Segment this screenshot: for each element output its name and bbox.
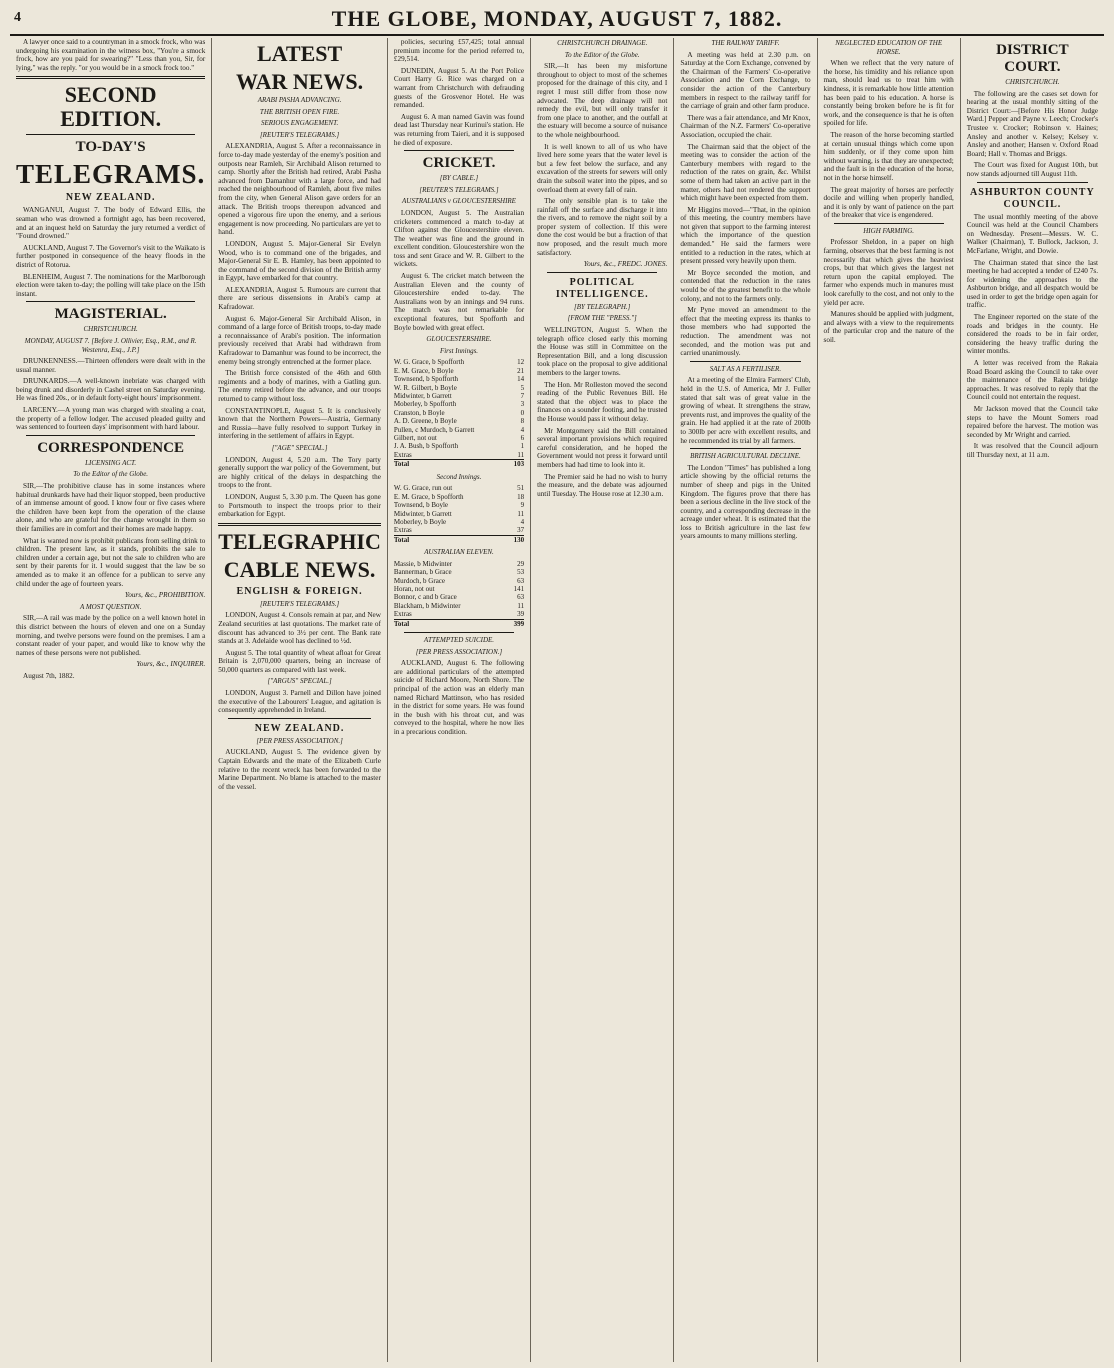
scorecard-gloucestershire-first bbox=[394, 358, 524, 468]
divider bbox=[834, 223, 944, 224]
score-row bbox=[394, 400, 524, 408]
score-row bbox=[394, 593, 524, 601]
article-paragraph: Mr Montgomery said the Bill contained several important provisions which required careful consideration, and he hoped the Government would not press it forward until members had had time to look into it. bbox=[537, 426, 668, 469]
batsman-runs: 12 bbox=[517, 358, 525, 367]
article-paragraph: The reason of the horse becoming startled at certain unusual things which come upon him suddenly, or if they come upon him without warning, is that they are unexpected; and the fault is in the education of the horse, not in the horse himself. bbox=[823, 130, 954, 182]
divider bbox=[26, 435, 195, 436]
letter-signature: Yours, &c., INQUIRER. bbox=[136, 660, 206, 669]
subheading: ATTEMPTED SUICIDE. bbox=[423, 635, 495, 644]
batsman-runs: 7 bbox=[520, 392, 525, 401]
batsman-name: Murdoch, b Grace bbox=[393, 576, 446, 585]
batsman-runs: 0 bbox=[520, 408, 525, 417]
article-paragraph: BLENHEIM, August 7. The nominations for the Marlborough election were taken to-day; the polling will take place on the 15th instant. bbox=[16, 272, 206, 298]
batsman-name: Horan, not out bbox=[393, 584, 435, 593]
wire-source: [BY TELEGRAPH.] bbox=[574, 302, 631, 311]
batsman-name: Townsend, b Boyle bbox=[393, 501, 449, 510]
batsman-name: Bannerman, b Grace bbox=[393, 568, 452, 577]
letter-address: To the Editor of the Globe. bbox=[564, 50, 640, 59]
total-label: Total bbox=[394, 535, 507, 544]
subheading: SERIOUS ENGAGEMENT. bbox=[260, 119, 339, 128]
batsman-runs: 63 bbox=[517, 593, 525, 602]
scorecard-australians bbox=[394, 560, 524, 628]
batsman-runs: 63 bbox=[517, 576, 525, 585]
ashburton-council-heading: ASHBURTON COUNTY COUNCIL. bbox=[970, 186, 1095, 210]
batsman-runs: 4 bbox=[520, 425, 525, 434]
subheading: SALT AS A FERTILISER. bbox=[709, 364, 782, 373]
political-intelligence-heading: POLITICAL INTELLIGENCE. bbox=[555, 276, 649, 300]
second-edition-heading: SECOND EDITION. bbox=[60, 82, 162, 132]
telegraphic-heading: TELEGRAPHIC bbox=[218, 528, 381, 554]
score-row bbox=[394, 375, 524, 383]
wire-source: [REUTER'S TELEGRAMS.] bbox=[259, 130, 340, 139]
subheading: ARABI PASHA ADVANCING. bbox=[257, 96, 342, 104]
newspaper-title: THE GLOBE, MONDAY, AUGUST 7, 1882. bbox=[331, 6, 783, 31]
court-date: MONDAY, AUGUST 7. [Before J. Ollivier, Esq., R.M., and R. Westenra, Esq., J.P.] bbox=[24, 336, 197, 354]
date-line: August 7th, 1882. bbox=[23, 671, 75, 680]
divider bbox=[690, 448, 800, 449]
batsman-name: Extras bbox=[393, 610, 412, 619]
article-paragraph: AUCKLAND, August 5. The evidence given by Captain Edwards and the mate of the Elizabeth Curle relative to the recent wreck has been forwarded to the Marine Department. No blame is attached to the master of the vessel. bbox=[218, 748, 381, 791]
article-paragraph: AUCKLAND, August 6. The following are additional particulars of the attempted suicide of Richard Moore, North Shore. The principal of the action was an elderly man named Richard Mattinson, who has resided in the district for some years. He was found in the bush with his throat cut, and was conveyed to the hospital, where he now lies in a precarious condition. bbox=[393, 659, 525, 736]
score-row bbox=[394, 358, 524, 366]
article-paragraph: LONDON, August 3. Parnell and Dillon have joined the executive of the Labourers' League, and agitation is consequently apprehended in Ireland. bbox=[218, 689, 381, 715]
batsman-runs: 53 bbox=[517, 568, 525, 577]
score-row bbox=[394, 392, 524, 400]
article-paragraph: Mr Pyne moved an amendment to the effect that the meeting express its thanks to those members who had supported the reduction. The amendment was not seconded, and the motion was put and carried unanimously. bbox=[680, 306, 811, 358]
total-label: Total bbox=[394, 460, 509, 469]
batsman-name: Massie, b Midwinter bbox=[393, 559, 453, 568]
latest-heading: LATEST bbox=[257, 41, 343, 66]
scorecard-gloucestershire-second bbox=[394, 484, 524, 544]
batsman-name: Blackham, b Midwinter bbox=[393, 601, 461, 610]
total-runs: 130 bbox=[507, 535, 524, 544]
intro-paragraph: A lawyer once said to a countryman in a smock frock, who was undergoing his examination in the witness box, "You're a smock frock, how are you paid for swearing?" "Less than you, Sir, for lying," was the reply. "or you would be in a smock frock too." bbox=[16, 38, 206, 72]
letter-signature: Yours, &c., FREDC. JONES. bbox=[583, 260, 668, 269]
column-1 bbox=[10, 38, 212, 1362]
batsman-name: Townsend, b Spofforth bbox=[393, 375, 459, 384]
batsman-runs: 21 bbox=[517, 366, 525, 375]
new-zealand-heading: NEW ZEALAND. bbox=[65, 192, 156, 204]
divider bbox=[404, 150, 514, 151]
article-paragraph: Mr Higgins moved—"That, in the opinion of this meeting, the country members have not given that support to the farming interest which the importance of the question demanded." He said the farmers were entitled to a reduction in the rates, which at present pressed very heavily upon them. bbox=[680, 205, 811, 266]
batsman-runs: 11 bbox=[517, 509, 525, 518]
telegrams-heading: TELEGRAMS. bbox=[16, 159, 206, 190]
article-paragraph: Mr Boyce seconded the motion, and contended that the reduction in the rates would be of the greatest benefit to the whole colony, and not to the farmers only. bbox=[680, 268, 811, 303]
batsman-name: Extras bbox=[393, 450, 412, 459]
batsman-runs: 9 bbox=[520, 501, 525, 510]
english-foreign-heading: ENGLISH & FOREIGN. bbox=[236, 585, 363, 597]
batsman-name: E. M. Grace, b Boyle bbox=[393, 366, 454, 375]
score-row bbox=[394, 518, 524, 526]
subheading: NEGLECTED EDUCATION OF THE HORSE. bbox=[835, 39, 943, 56]
score-row bbox=[394, 367, 524, 375]
article-paragraph: SIR,—The prohibitive clause has in some instances where habitual drunkards have had their liquor stopped, been productive of an immense amount of good. I know four or five cases where the children have been kept from the operation of the clause alone, and who are grateful for the change wrought in them so their families are in comfort and their homes are made happy. bbox=[16, 482, 206, 533]
wire-source: [PER PRESS ASSOCIATION.] bbox=[256, 736, 343, 745]
article-paragraph: What is wanted now is prohibit publicans from selling drink to children. The present law, as it stands, prohibits the sale to children under a certain age, but not the sale to children who are sent by their parents for it. I would suggest that the law be so amended as to make it an offence for a publican to serve any child under the age of fourteen years. bbox=[16, 536, 206, 588]
score-row bbox=[394, 568, 524, 576]
subheading: THE RAILWAY TARIFF. bbox=[711, 39, 780, 47]
batsman-name: Bonnor, c and b Grace bbox=[393, 593, 457, 602]
innings-label: Second Innings. bbox=[436, 472, 482, 481]
wire-source: [REUTER'S TELEGRAMS.] bbox=[419, 185, 499, 194]
wire-source: [PER PRESS ASSOCIATION.] bbox=[415, 647, 503, 656]
article-paragraph: LONDON, August 5, 3.30 p.m. The Queen has gone to Portsmouth to inspect the troops prior to their embarkation for Egypt. bbox=[218, 492, 381, 519]
article-paragraph: The only sensible plan is to take the rainfall off the surface and discharge it into the rivers, and to remove the night soil by a proper system of collection. If this were done the cost would be but a fraction of that now proposed, and the result much more satisfactory. bbox=[537, 197, 668, 257]
article-paragraph: A meeting was held at 2.30 p.m. on Saturday at the Corn Exchange, convened by the Chairman of the Farmers' Co-operative Association and the Corn Exchange, to consider the action of the Canterbury members in respect to the railway tariff for the carriage of grain and other farm produce. bbox=[680, 50, 811, 111]
article-paragraph: It is well known to all of us who have lived here some years that the water level is but a few feet below the surface, and any excavation of the streets for sewers will only drain the subsoil water into the pipes, and so overload them at every fall of rain. bbox=[537, 142, 668, 194]
batsman-runs: 51 bbox=[517, 484, 525, 493]
article-paragraph: A letter was received from the Rakaia Road Board asking the Council to take over the maintenance of the Rakaia bridge approaches. It was resolved to reply that the Council could not entertain the request. bbox=[966, 359, 1098, 402]
batsman-name: Moberley, b Boyle bbox=[393, 517, 447, 526]
score-row bbox=[394, 493, 524, 501]
article-paragraph: LARCENY.—A young man was charged with stealing a coat, the property of a fellow lodger. The accused pleaded guilty and was sentenced to fourteen days' imprisonment with hard labour. bbox=[16, 406, 206, 432]
section-divider bbox=[16, 76, 205, 79]
district-court-heading: DISTRICT COURT. bbox=[996, 42, 1069, 75]
article-paragraph: policies, securing £57,425; total annual premium income for the period referred to, £29,514. bbox=[393, 38, 525, 64]
page-number: 4 bbox=[14, 10, 21, 25]
batsman-name: W. R. Gilbert, b Boyle bbox=[393, 383, 457, 392]
article-paragraph: When we reflect that the very nature of the horse, his timidity and his reliance upon man, should lead us to treat him with kindness, it is remarkable how little attention has been paid to his education. A horse is constantly being broken before he is fit for work, and the consequence is that he is often spoiled for life. bbox=[823, 59, 954, 128]
divider bbox=[547, 272, 657, 273]
article-paragraph: The usual monthly meeting of the above Council was held at the Council Chambers on Wednesday. Present—Messrs. W. C. Walker (Chairman), T. Bullock, Jackson, J. McFarlane, Wright, and Dowie. bbox=[966, 212, 1098, 255]
article-paragraph: August 5. The total quantity of wheat afloat for Great Britain is 2,070,000 quarters, being an increase of 50,000 quarters as compared with last week. bbox=[218, 648, 381, 674]
batsman-runs: 18 bbox=[517, 492, 525, 501]
batsman-name: Moberley, b Spofforth bbox=[393, 400, 457, 409]
subheading: LICENSING ACT. bbox=[85, 458, 137, 467]
divider bbox=[977, 182, 1088, 183]
article-paragraph: SIR,—It has been my misfortune throughout to object to most of the schemes proposed for the drainage of this city, and I regret I must still differ from those now advocated. The deep drainage will not remedy the evil, but will only transfer it from one place to another, and the outfall at the estuary will become a source of nuisance to the whole neighbourhood. bbox=[537, 62, 668, 139]
article-paragraph: The Hon. Mr Rolleston moved the second reading of the Public Revenues Bill. He stated that the object was to place the finances on a sounder footing, and he trusted the House would pass it without delay. bbox=[537, 380, 668, 423]
scorecard-title: GLOUCESTERSHIRE. bbox=[426, 335, 492, 344]
column-7 bbox=[961, 38, 1104, 1362]
magisterial-heading: MAGISTERIAL. bbox=[54, 306, 167, 323]
batsman-runs: 6 bbox=[520, 434, 525, 443]
subheading: THE BRITISH OPEN FIRE. bbox=[259, 107, 340, 116]
batsman-runs: 37 bbox=[517, 526, 525, 535]
article-paragraph: Manures should be applied with judgment, and always with a view to the requirements of the particular crop and the nature of the soil. bbox=[823, 310, 954, 344]
divider bbox=[404, 632, 514, 633]
subheading: CHRISTCHURCH. bbox=[83, 325, 138, 334]
batsman-runs: 39 bbox=[517, 610, 525, 619]
score-row bbox=[394, 484, 524, 492]
article-paragraph: WANGANUI, August 7. The body of Edward Ellis, the seaman who was drowned a fortnight ago, has been recovered, and at an inquest held on Saturday the jury returned a verdict of "Found drowned." bbox=[16, 206, 206, 241]
cricket-heading: CRICKET. bbox=[422, 155, 496, 172]
score-row bbox=[394, 501, 524, 509]
score-row bbox=[394, 417, 524, 425]
subheading: CHRISTCHURCH DRAINAGE. bbox=[557, 39, 648, 47]
score-row bbox=[394, 526, 524, 535]
article-paragraph: There was a fair attendance, and Mr Knox, Chairman of the N.Z. Farmers' Co-operative Association, occupied the chair. bbox=[680, 113, 811, 139]
batsman-runs: 4 bbox=[520, 517, 525, 526]
batsman-name: Midwinter, b Garrett bbox=[393, 392, 452, 401]
batsman-name: Extras bbox=[393, 526, 412, 535]
batsman-runs: 8 bbox=[520, 417, 525, 426]
score-row bbox=[394, 409, 524, 417]
batsman-name: J. A. Bush, b Spofforth bbox=[393, 442, 459, 451]
divider bbox=[26, 301, 195, 302]
score-row bbox=[394, 384, 524, 392]
batsman-name: Midwinter, b Garrett bbox=[393, 509, 452, 518]
article-paragraph: Professor Sheldon, in a paper on high farming, observes that the best farming is not necessarily that which gives the heaviest crops, but that which gives the largest net return upon the capital employed. The farmer who expends much in manures must look carefully to the cost, and not only to the yield per acre. bbox=[823, 238, 954, 307]
article-paragraph: August 6. The cricket match between the Australian Eleven and the county of Gloucestershire ended to-day. The Australians won by an innings and 94 runs. The match was not remarkable for exceptional features, but Spofforth and Boyle bowled with great effect. bbox=[393, 272, 525, 332]
article-paragraph: AUCKLAND, August 7. The Governor's visit to the Waikato is further postponed in consequence of the heavy floods in the district of Rotorua. bbox=[16, 243, 206, 269]
total-runs: 399 bbox=[506, 619, 524, 628]
article-paragraph: The British force consisted of the 46th and 60th regiments and a body of marines, with a Gatling gun. The enemy retired before the advance, and our troops returned to camp without loss. bbox=[218, 369, 381, 403]
score-row bbox=[394, 510, 524, 518]
score-row bbox=[394, 610, 524, 619]
divider bbox=[26, 134, 195, 135]
score-row bbox=[394, 585, 524, 593]
article-paragraph: CONSTANTINOPLE, August 5. It is conclusively known that the Northern Powers—Austria, Germany and Russia—have fully resolved to support Turkey in interfering in the settlement of affairs in Egypt. bbox=[218, 406, 381, 441]
batsman-name: A. D. Greene, b Boyle bbox=[393, 417, 457, 426]
wire-source: [FROM THE "PRESS."] bbox=[567, 314, 637, 323]
score-row bbox=[394, 434, 524, 442]
scorecard-title: AUSTRALIAN ELEVEN. bbox=[424, 548, 494, 557]
article-paragraph: SIR,—A rail was made by the police on a well known hotel in this district between the hours of eleven and one on a Sunday morning, and twelve persons were found on the premises. I am a constant reader of your paper, and would like to know why the names of these persons were not published. bbox=[16, 614, 206, 657]
subheading: HIGH FARMING. bbox=[863, 226, 915, 235]
todays-heading: TO-DAY'S bbox=[75, 139, 146, 156]
column-5 bbox=[674, 38, 817, 1362]
subheading: CHRISTCHURCH. bbox=[1005, 78, 1060, 86]
section-divider bbox=[218, 523, 381, 526]
column-3 bbox=[388, 38, 531, 1362]
article-paragraph: The Chairman said that the object of the meeting was to consider the action of the Canterbury members with regard to the reduction of the rates on grain, &c. Whilst some of them had taken an active part in the matter, others had not rendered the support which might have been expected from them. bbox=[680, 142, 811, 203]
newspaper-columns bbox=[10, 38, 1104, 1362]
article-paragraph: The Premier said he had no wish to hurry the measure, and the debate was adjourned until Tuesday. The House rose at 12.30 a.m. bbox=[537, 472, 668, 498]
score-total-row bbox=[394, 535, 524, 544]
subheading: A MOST QUESTION. bbox=[79, 602, 142, 611]
article-paragraph: The great majority of horses are perfectly docile and willing when properly handled, and it is only by want of patience on the part of the breaker that vice is engendered. bbox=[823, 185, 954, 220]
column-2 bbox=[212, 38, 388, 1362]
article-paragraph: DRUNKARDS.—A well-known inebriate was charged with being drunk and disorderly in Cashel street on Saturday evening. He was fined 20s., or in default forty-eight hours' imprisonment. bbox=[16, 377, 206, 403]
score-row bbox=[394, 577, 524, 585]
score-total-row bbox=[394, 619, 524, 628]
score-row bbox=[394, 442, 524, 450]
article-paragraph: The London "Times" has published a long article showing by the official returns the number of sheep and pigs in the United Kingdom. The figures prove that there has been a serious decline in the live stock of the country, and a corresponding decrease in the acreage under wheat. It is estimated that the loss to British agriculture in the last few years amounts to many millions sterling. bbox=[680, 463, 811, 541]
article-paragraph: LONDON, August 4, 5.20 a.m. The Tory party generally support the war policy of the Government, but are highly critical of the delays in despatching the troops to the front. bbox=[218, 455, 381, 490]
batsman-name: W. G. Grace, run out bbox=[393, 484, 453, 493]
new-zealand-heading: NEW ZEALAND. bbox=[254, 722, 345, 734]
article-paragraph: At a meeting of the Elmira Farmers' Club, held in the U.S. of America, Mr J. Fuller stated that salt was of great value in the growing of wheat. It strengthens the straw, prevents rust, and improves the quality of the grain. He had applied it at the rate of 200lb to 300lb per acre with excellent results, and he recommended its trial by all farmers. bbox=[680, 376, 811, 445]
batsman-runs: 11 bbox=[517, 601, 525, 610]
article-paragraph: DUNEDIN, August 5. At the Port Police Court Harry G. Rice was charged on a warrant from Christchurch with defrauding guests of the Grosvenor Hotel. He was remanded. bbox=[393, 66, 525, 110]
letter-signature: Yours, &c., PROHIBITION. bbox=[124, 591, 206, 600]
batsman-runs: 5 bbox=[520, 383, 525, 392]
cable-news-heading: CABLE NEWS. bbox=[223, 556, 376, 582]
masthead bbox=[10, 4, 1104, 36]
article-paragraph: LONDON, August 5. Major-General Sir Evelyn Wood, who is to command one of the brigades, and Major-General Sir E. B. Hamley, has been appointed to the command of the second division of the British army in Egypt, have embarked for that country. bbox=[218, 239, 381, 283]
total-label: Total bbox=[394, 619, 507, 628]
wire-source: [BY CABLE.] bbox=[439, 174, 479, 183]
divider bbox=[228, 718, 371, 719]
correspondence-heading: CORRESPONDENCE bbox=[37, 439, 184, 456]
article-paragraph: The Chairman stated that since the last meeting he had accepted a tender of £240 7s. for widening the approaches to the Ashburton bridge, and all despatch would be used in order to get the bridge open again for traffic. bbox=[966, 258, 1098, 310]
score-row bbox=[394, 560, 524, 568]
article-paragraph: The Court was fixed for August 10th, but now stands adjourned till August 11th. bbox=[966, 161, 1098, 178]
wire-source: ["ARGUS" SPECIAL.] bbox=[267, 677, 332, 686]
batsman-runs: 14 bbox=[517, 375, 525, 384]
batsman-name: Cranston, b Boyle bbox=[393, 408, 445, 417]
batsman-name: Pullen, c Murdoch, b Garrett bbox=[393, 425, 475, 434]
batsman-runs: 11 bbox=[517, 450, 525, 459]
total-runs: 103 bbox=[509, 460, 524, 469]
divider bbox=[690, 361, 800, 362]
column-4 bbox=[531, 38, 674, 1362]
innings-label: First Innings. bbox=[439, 346, 479, 355]
column-6 bbox=[818, 38, 961, 1362]
subheading: AUSTRALIANS v GLOUCESTERSHIRE bbox=[402, 197, 516, 206]
article-paragraph: Mr Jackson moved that the Council take steps to have the Mount Somers road repaired before the harvest. The motion was seconded by Mr Wright and carried. bbox=[966, 405, 1098, 439]
letter-address: To the Editor of the Globe. bbox=[73, 470, 149, 479]
score-total-row bbox=[394, 460, 524, 469]
batsman-runs: 1 bbox=[520, 442, 525, 451]
score-row bbox=[394, 451, 524, 460]
score-row bbox=[394, 426, 524, 434]
article-paragraph: ALEXANDRIA, August 5. After a reconnaissance in force to-day made yesterday of the enemy's position and outposts near Ramleh, Sir Archibald Alison returned to camp. Shortly after the British had retired, Arabi Pasha advanced from Damanhur with a large force, and had reached the neighbourhood of Ramleh, about five miles from the city, when General Alison gave orders for an attack. The British troops thereupon advanced and opened a vigorous fire upon the enemy, and a serious engagement is now proceeding. No particulars are yet to hand. bbox=[218, 142, 381, 237]
subheading: BRITISH AGRICULTURAL DECLINE. bbox=[690, 452, 801, 461]
wire-source: [REUTER'S TELEGRAMS.] bbox=[259, 599, 340, 608]
batsman-name: E. M. Grace, b Spofforth bbox=[393, 492, 464, 501]
article-paragraph: ALEXANDRIA, August 5. Rumours are current that there are serious dissensions in Arabi's camp at Kafradowar. bbox=[218, 285, 381, 312]
batsman-name: W. G. Grace, b Spofforth bbox=[393, 358, 465, 367]
batsman-runs: 3 bbox=[520, 400, 525, 409]
article-paragraph: WELLINGTON, August 5. When the telegraph office closed early this morning the House was still in Committee on the Representation Bill, and a long discussion took place on the proposal to give additional members to the larger towns. bbox=[537, 326, 668, 377]
article-paragraph: It was resolved that the Council adjourn till Thursday next, at 11 a.m. bbox=[966, 442, 1098, 459]
batsman-runs: 29 bbox=[517, 559, 525, 568]
article-paragraph: August 6. A man named Gavin was found dead last Thursday near Kurinui's station. He was returning from Taieri, and it is supposed he died of exposure. bbox=[393, 112, 525, 147]
article-paragraph: August 6. Major-General Sir Archibald Alison, in command of a large force of British troops, to-day made a reconnaissance of Arabi's position. The information previously received that Arabi had withdrawn from Kafradowar to Damanhur was found to be incorrect, the enemy being strongly entrenched at the former place. bbox=[218, 314, 381, 366]
article-paragraph: The following are the cases set down for hearing at the usual monthly sitting of the District Court:—[Before His Honor Judge Ward.] Pepper and Payne v. Leech; Crocker's Trustee v. Crocker; Robinson v. Haines; Ansley and another v. Kelsey; Kelsey v. Ansley and another; Hansen v. Oxford Road Board; Hall v. Thomas and Briggs. bbox=[966, 89, 1098, 158]
batsman-name: Gilbert, not out bbox=[393, 434, 437, 443]
war-news-heading: WAR NEWS. bbox=[236, 69, 364, 94]
score-row bbox=[394, 602, 524, 610]
article-paragraph: LONDON, August 4. Consols remain at par, and New Zealand securities at last quotations. The market rate of discount has advanced to 3½ per cent. The Bank rate stands at 3. Adelaide wool has declined to ½d. bbox=[218, 611, 381, 646]
article-paragraph: The Engineer reported on the state of the roads and bridges in the county. He considered the roads to be in fair order, considering the heavy traffic during the winter months. bbox=[966, 313, 1098, 356]
article-paragraph: LONDON, August 5. The Australian cricketers commenced a match to-day at Clifton against the Gloucestershire eleven. The weather was fine and the ground in excellent condition. Gloucestershire won the toss and sent Grace and W. R. Gilbert to the wickets. bbox=[393, 208, 525, 269]
batsman-runs: 141 bbox=[513, 584, 525, 593]
wire-source: ["AGE" SPECIAL.] bbox=[271, 443, 328, 452]
article-paragraph: DRUNKENNESS.—Thirteen offenders were dealt with in the usual manner. bbox=[16, 357, 206, 374]
